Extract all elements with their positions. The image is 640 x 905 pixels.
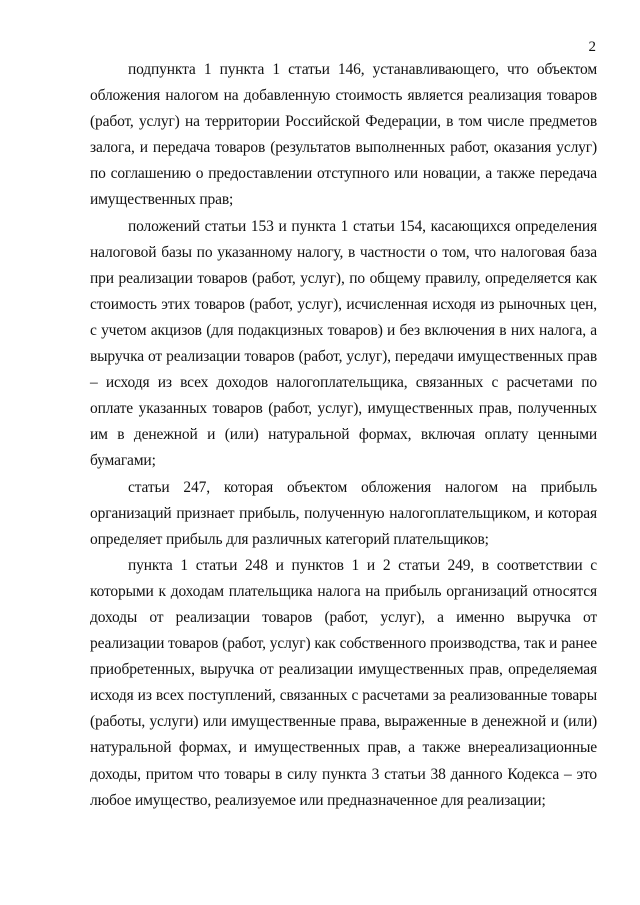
paragraph-article-247: статьи 247, которая объектом обложения налогом на прибыль организаций признает прибыль, полученную налогоплательщиком, и которая определяет прибыль для различных категорий плательщиков; — [90, 478, 597, 548]
document-body — [90, 57, 597, 814]
paragraph-subparagraph-1-article-146: подпункта 1 пункта 1 статьи 146, устанавливающего, что объектом обложения налогом на добавленную стоимость является реализация товаров (работ, услуг) на территории Российской Федерации, в том числе предметов залога, и передача товаров (результатов выполненных работ, оказания услуг) по соглашению о предоставлении отступного или новации, а также передача имущественных прав; — [90, 61, 597, 209]
paragraph-articles-248-249: пункта 1 статьи 248 и пунктов 1 и 2 статьи 249, в соответствии с которыми к доходам плательщика налога на прибыль организаций относятся доходы от реализации товаров (работ, услуг), а именно выручка от реализации товаров (работ, услуг) как собственного производства, так и ранее приобретенных, выручка от реализации имущественных прав, определяемая исходя из всех поступлений, связанных с расчетами за реализованные товары (работы, услуги) или имущественные права, выраженные в денежной и (или) натуральной формах, и имущественных прав, а также внереализационные доходы, притом что товары в силу пункта 3 статьи 38 данного Кодекса – это любое имущество, реализуемое или предназначенное для реализации; — [90, 556, 597, 809]
page-number: 2 — [588, 39, 596, 55]
paragraph-articles-153-154: положений статьи 153 и пункта 1 статьи 154, касающихся определения налоговой базы по указанному налогу, в частности о том, что налоговая база при реализации товаров (работ, услуг), по общему правилу, определяется как стоимость этих товаров (работ, услуг), исчисленная исходя из рыночных цен, с учетом акцизов (для подакцизных товаров) и без включения в них налога, а выручка от реализации товаров (работ, услуг), передачи имущественных прав – исходя из всех доходов налогоплательщика, связанных с расчетами по оплате указанных товаров (работ, услуг), имущественных прав, полученных им в денежной и (или) натуральной формах, включая оплату ценными бумагами; — [90, 217, 597, 470]
